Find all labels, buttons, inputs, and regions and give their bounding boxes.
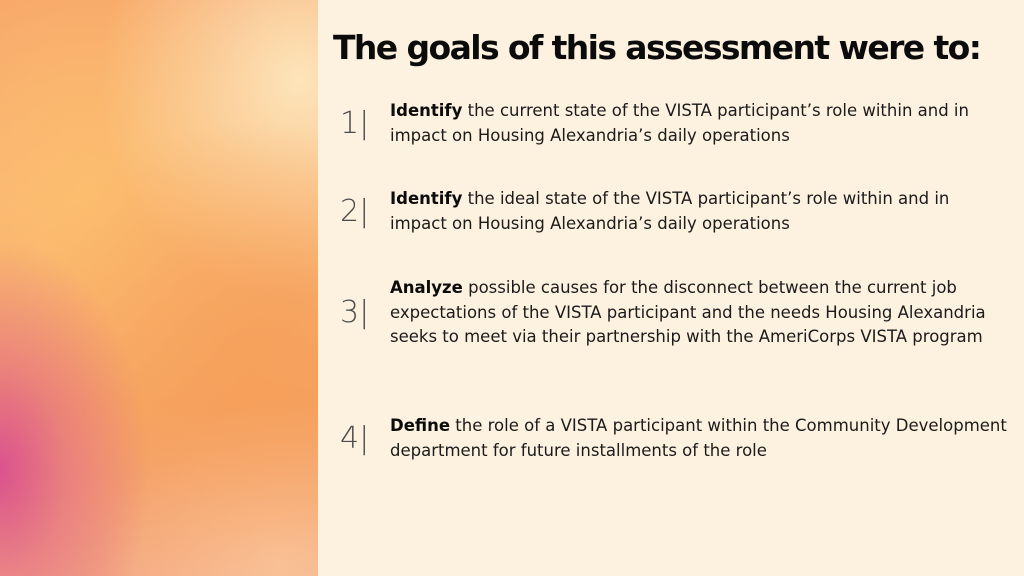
gradient-decoration-panel <box>0 0 318 576</box>
goal-item-4 <box>340 414 1010 463</box>
goal-text <box>390 276 1010 350</box>
goal-number: 4| <box>340 421 370 456</box>
goal-description: the ideal state of the VISTA participant’s role within and in impact on Housing Alexandria’s daily operations <box>390 189 950 233</box>
goal-number: 2| <box>340 194 370 229</box>
goal-description: possible causes for the disconnect between the current job expectations of the VISTA participant and the needs Housing Alexandria seeks to meet via their partnership with the AmeriCorps VISTA program <box>390 278 986 346</box>
slide-content <box>318 0 1024 576</box>
goal-text <box>390 99 1010 148</box>
goal-verb: Define <box>390 416 451 435</box>
slide-title: The goals of this assessment were to: <box>333 28 981 67</box>
goal-number: 3| <box>340 295 370 331</box>
goal-verb: Analyze <box>390 278 463 297</box>
goal-number: 1| <box>340 106 370 141</box>
goal-item-1 <box>340 99 1010 148</box>
goal-verb: Identify <box>390 189 463 208</box>
goal-text <box>390 414 1010 463</box>
goal-text <box>390 187 1010 236</box>
goal-description: the role of a VISTA participant within the Community Development department for future installments of the role <box>390 416 1007 460</box>
goal-verb: Identify <box>390 101 463 120</box>
goal-description: the current state of the VISTA participant’s role within and in impact on Housing Alexandria’s daily operations <box>390 101 969 145</box>
goal-item-2 <box>340 187 1010 236</box>
goal-item-3 <box>340 276 1010 350</box>
